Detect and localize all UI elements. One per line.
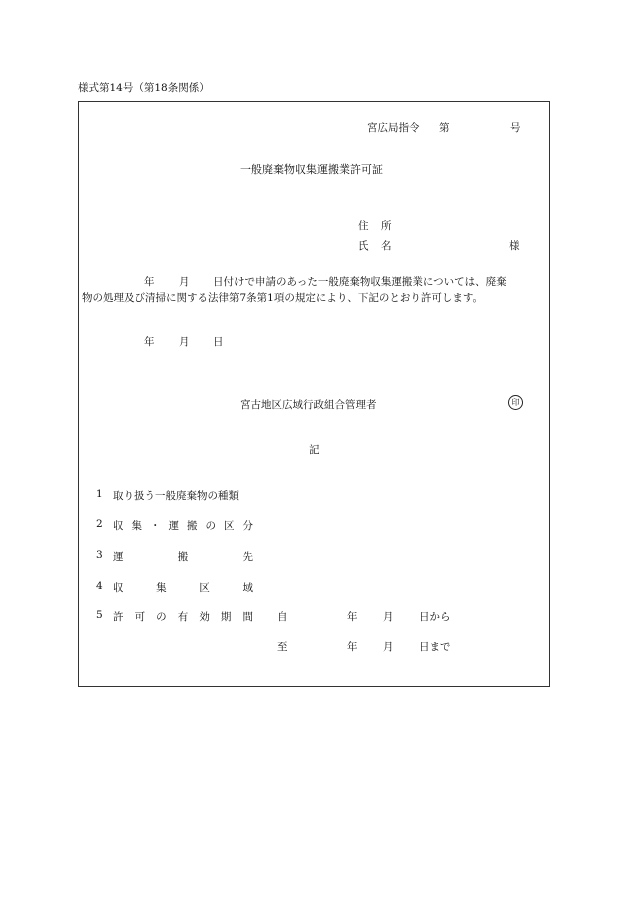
item-2-number: 2 [96,518,103,530]
item-3-char: 搬 [177,551,189,563]
item-2-char: ・ [150,520,161,532]
body-line2: 物の処理及び清掃に関する法律第7条第1項の規定により、下記のとおり許可します。 [82,292,484,304]
address-label-1: 住 [358,220,369,232]
item-5-char: 許 [113,611,124,623]
ki-heading: 記 [309,444,320,456]
item-4-char: 収 [113,582,124,594]
issuer-name: 宮古地区広域行政組合管理者 [240,399,377,411]
period-from-year: 年 [347,611,358,623]
item-4-char: 域 [242,582,253,594]
item-3-char: 先 [242,551,253,563]
item-2-char: 収 [113,520,124,532]
period-to-month: 月 [383,641,394,653]
name-label-1: 氏 [358,240,369,252]
period-from-day: 日から [419,611,451,623]
item-1-label: 取り扱う一般廃棄物の種類 [113,490,239,502]
item-5-char: の [156,611,167,623]
period-from-prefix: 自 [277,611,288,623]
item-5-label [113,609,253,624]
body-month: 月 [179,276,190,288]
name-label-2: 名 [381,240,392,252]
period-from-month: 月 [383,611,394,623]
item-4-char: 区 [199,582,210,594]
item-2-char: 集 [131,520,142,532]
ref-dai: 第 [439,122,450,134]
form-number: 様式第14号（第18条関係） [78,82,210,94]
item-2-label [113,518,253,533]
seal-mark: 印 [508,395,523,410]
ref-prefix: 宮広局指令 [367,122,420,134]
item-1-number: 1 [96,488,103,500]
item-5-char: 可 [134,611,146,623]
item-4-label [113,580,253,595]
item-2-char: 運 [168,520,179,532]
address-label-2: 所 [381,220,392,232]
item-3-char: 運 [113,551,124,563]
ref-go: 号 [510,122,521,134]
sama-label: 様 [509,240,520,252]
item-2-char: 分 [242,520,253,532]
item-5-number: 5 [96,609,103,621]
item-4-char: 集 [156,582,167,594]
body-year: 年 [144,276,155,288]
form-frame [78,101,550,687]
item-5-char: 有 [177,611,189,623]
document-title: 一般廃棄物収集運搬業許可証 [240,163,383,176]
item-5-char: 期 [220,611,232,623]
issue-month: 月 [179,336,190,348]
period-to-prefix: 至 [277,641,288,653]
item-3-label [113,549,253,564]
period-to-day: 日まで [419,641,451,653]
item-2-char: 搬 [187,520,198,532]
item-5-char: 間 [242,611,253,623]
item-4-number: 4 [96,580,103,592]
item-5-char: 効 [199,611,210,623]
item-2-char: の [205,520,216,532]
body-line1: 日付けで申請のあった一般廃棄物収集運搬業については、廃棄 [213,276,507,288]
period-to-year: 年 [347,641,358,653]
issue-day: 日 [213,336,224,348]
item-2-char: 区 [224,520,235,532]
issue-year: 年 [144,336,155,348]
item-3-number: 3 [96,549,103,561]
